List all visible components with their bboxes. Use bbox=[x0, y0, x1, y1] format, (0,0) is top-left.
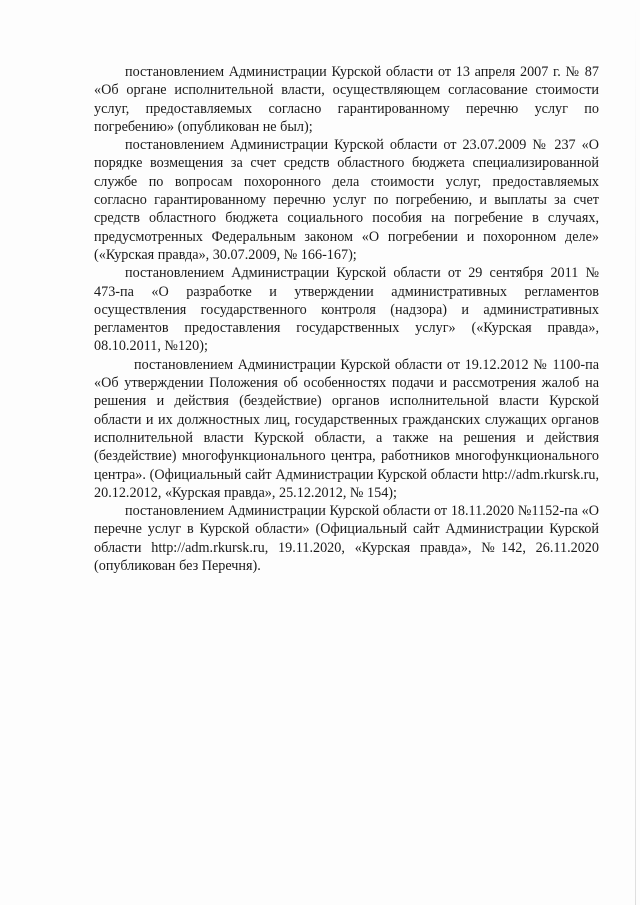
paragraph-resolution-87: постановлением Администрации Курской области от 13 апреля 2007 г. № 87 «Об органе исполнительной власти, осуществляющем согласование стоимости услуг, предоставляемых согласно гарантированному перечню услуг по погребению» (опубликован не был); bbox=[94, 64, 599, 135]
scan-edge-shadow bbox=[635, 0, 636, 905]
paragraph-resolution-473: постановлением Администрации Курской области от 29 сентября 2011 № 473-па «О разработке и утверждении административных регламентов осуществления государственного контроля (надзора) и административных регламентов предоставления государственных услуг» («Курская правда», 08.10.2011, №120); bbox=[94, 265, 599, 355]
document-body bbox=[94, 63, 599, 575]
paragraph-resolution-1152: постановлением Администрации Курской области от 18.11.2020 №1152-па «О перечне услуг в Курской области» (Официальный сайт Администрации Курской области http://adm.rkursk.ru, 19.11.2020, «Курская правда», №142, 26.11.2020 (опубликован без Перечня). bbox=[94, 503, 599, 575]
paragraph-resolution-237: постановлением Администрации Курской области от 23.07.2009 № 237 «О порядке возмещения за счет средств областного бюджета специализированной службе по вопросам похоронного дела стоимости услуг, предоставляемых согласно гарантированному перечню услуг по погребению, и выплаты за счет средств областного бюджета социального пособия на погребение в случаях, предусмотренных Федеральным законом «О погребении и похоронном деле» («Курская правда», 30.07.2009, № 166-167); bbox=[94, 137, 599, 263]
paragraph-resolution-1100: постановлением Администрации Курской области от 19.12.2012 № 1100-па «Об утверждении Положения об особенностях подачи и рассмотрения жалоб на решения и действия (бездействие) органов исполнительной власти Курской области и их должностных лиц, государственных гражданских служащих органов исполнительной власти Курской области, а также на решения и действия (бездействие) многофункционального центра, работников многофункционального центра». (Официальный сайт Администрации Курской области http://adm.rkursk.ru, 20.12.2012, «Курская правда», 25.12.2012, № 154); bbox=[94, 356, 599, 501]
